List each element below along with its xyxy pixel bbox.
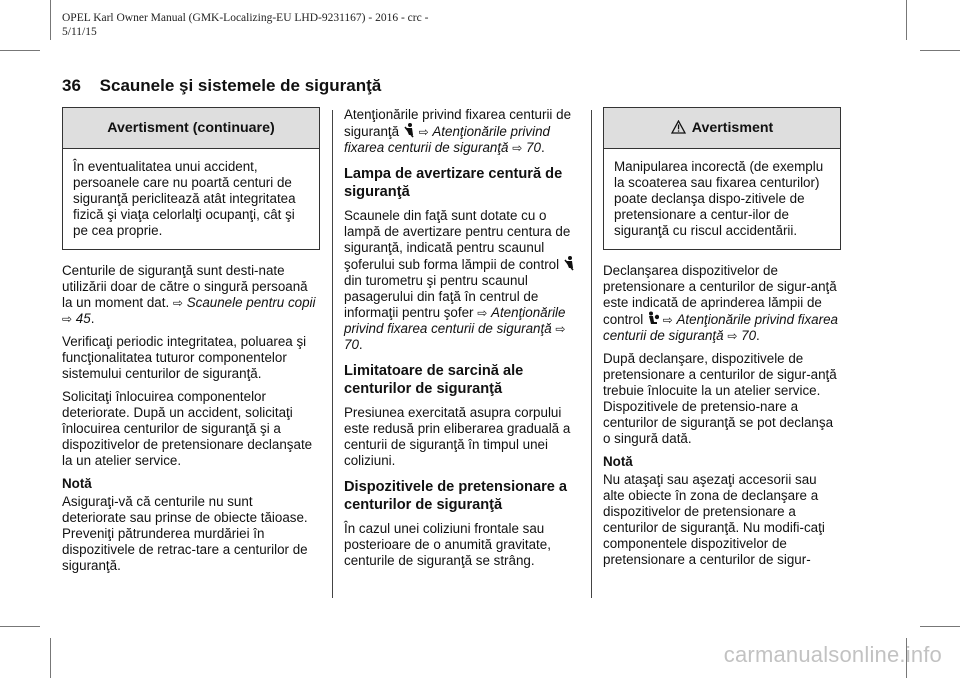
paragraph: Scaunele din faţă sunt dotate cu o lampă de avertizare pentru centura de siguranţă, indicată pentru scaunul şoferului sub forma lămpii de control din turometru şi pentru scaunul pasagerului din faţă în centrul de informaţii pentru şofer ⇨ Atenţionările privind fixarea centurii de siguranţă ⇨ 70.: [344, 208, 582, 353]
column-middle: [344, 107, 582, 576]
paragraph: Presiunea exercitată asupra corpului este redusă prin eliberarea graduală a centurii de siguranţă în timpul unei coliziuni.: [344, 405, 571, 468]
page-title: Scaunele şi sistemele de siguranţă: [99, 76, 382, 95]
note-label: Notă: [603, 454, 633, 469]
reference-arrow-icon: ⇨: [172, 296, 183, 310]
note-text: Nu ataşaţi sau aşezaţi accesorii sau alte obiecte în zona de declanşare a dispozitivelor de pretensionare a centurilor de siguranţă. Nu modifi-caţi componentele dispozitivelor de pretensionare a centurilor de sigur-: [603, 472, 825, 567]
cross-reference-link[interactable]: Atenţionările privind fixarea centurii de siguranţă: [344, 124, 550, 155]
crop-mark: [920, 626, 960, 627]
reference-arrow-icon: ⇨: [512, 141, 523, 155]
watermark: carmanualsonline.info: [723, 642, 942, 667]
section-heading: Dispozitivele de pretensionare a centurilor de siguranţă: [344, 479, 568, 513]
crop-mark: [0, 626, 40, 627]
warning-title: Avertisment: [691, 120, 774, 136]
reference-arrow-icon: ⇨: [662, 313, 673, 327]
reference-arrow-icon: ⇨: [727, 329, 738, 343]
warning-body: Manipularea incorectă (de exemplu la scoaterea sau fixarea centurilor) poate declanşa dispo-zitivele de pretensionare a centur-ilor de siguranţă cu riscul accidentării.: [614, 159, 824, 238]
warning-box: [603, 107, 841, 250]
crop-mark: [920, 50, 960, 51]
section-heading: Lampa de avertizare centură de siguranţă: [344, 166, 563, 200]
page-heading: [62, 76, 381, 96]
section-heading: Limitatoare de sarcină ale centurilor de siguranţă: [344, 363, 524, 397]
warning-triangle-icon: [671, 110, 686, 124]
paragraph: Verificaţi periodic integritatea, poluarea şi funcţionalitatea tuturor componentelor sistemului centurilor de siguranţă.: [62, 334, 307, 381]
crop-mark: [0, 50, 40, 51]
warning-box-continued: [62, 107, 320, 250]
paragraph: În cazul unei coliziuni frontale sau posterioare de o anumită gravitate, centurile de siguranţă se strâng.: [344, 521, 551, 568]
document-meta-line: OPEL Karl Owner Manual (GMK-Localizing-EU LHD-9231167) - 2016 - crc -: [62, 12, 429, 24]
cross-reference-page[interactable]: 70: [344, 337, 359, 352]
cross-reference-page[interactable]: 70: [526, 140, 541, 155]
warning-body: În eventualitatea unui accident, persoanele care nu poartă centuri de siguranţă periclitează atât integritatea fizică şi viaţa celorlalţi ocupanţi, cât şi pe cea proprie.: [73, 159, 296, 238]
document-meta: [62, 11, 542, 39]
cross-reference-link[interactable]: Scaunele pentru copii: [186, 295, 316, 310]
paragraph: Solicitaţi înlocuirea componentelor deteriorate. După un accident, solicitaţi înlocuirea centurilor de siguranţă şi a dispozitivelor de pretensionare declanşate la un atelier service.: [62, 389, 313, 468]
cross-reference-page[interactable]: 45: [75, 311, 91, 326]
reference-arrow-icon: ⇨: [418, 125, 429, 139]
warning-header: [604, 108, 840, 149]
note-label: Notă: [62, 476, 92, 491]
seatbelt-warning-icon: [563, 256, 575, 271]
cross-reference-link[interactable]: Atenţionările privind fixarea centurii de siguranţă: [344, 305, 566, 336]
paragraph: Declanşarea dispozitivelor de pretensionare a centurilor de sigur-anţă este indicată de aprinderea lămpii de control ⇨ Atenţionările privind fixarea centurii de siguranţă ⇨ 70.: [603, 263, 838, 343]
reference-arrow-icon: ⇨: [555, 322, 566, 336]
note-text: Asiguraţi-vă că centurile nu sunt deteriorate sau prinse de obiecte tăioase. Preveniţi pătrunderea murdăriei în dispozitivele de retrac-tare a centurilor de siguranţă.: [62, 494, 308, 573]
reference-arrow-icon: ⇨: [477, 306, 488, 320]
crop-mark: [50, 638, 51, 678]
reference-arrow-icon: ⇨: [62, 312, 73, 326]
column-divider: [591, 110, 592, 598]
column-left: [62, 107, 320, 581]
cross-reference-link[interactable]: Atenţionările privind fixarea centurii de siguranţă: [603, 312, 838, 343]
crop-mark: [906, 0, 907, 40]
paragraph: După declanşare, dispozitivele de pretensionare a centurilor de sigur-anţă trebuie înlocuite la un atelier service. Dispozitivele de pretensio-nare a centurilor de siguranţă se pot declanşa o singură dată.: [603, 351, 837, 446]
paragraph: Centurile de siguranţă sunt desti-nate utilizării doar de către o singură persoană la un moment dat. ⇨ Scaunele pentru copii ⇨ 45.: [62, 263, 316, 326]
seatbelt-warning-icon: [403, 123, 415, 138]
crop-mark: [50, 0, 51, 40]
column-right: [603, 107, 841, 575]
warning-title: Avertisment (continuare): [63, 108, 319, 149]
paragraph: Atenţionările privind fixarea centurii de siguranţă ⇨ Atenţionările privind fixarea centurii de siguranţă ⇨ 70.: [344, 107, 572, 155]
document-meta-date: 5/11/15: [62, 26, 97, 38]
column-divider: [332, 110, 333, 598]
airbag-warning-icon: [647, 311, 659, 326]
cross-reference-page[interactable]: 70: [741, 328, 757, 343]
page-number: 36: [62, 76, 81, 95]
